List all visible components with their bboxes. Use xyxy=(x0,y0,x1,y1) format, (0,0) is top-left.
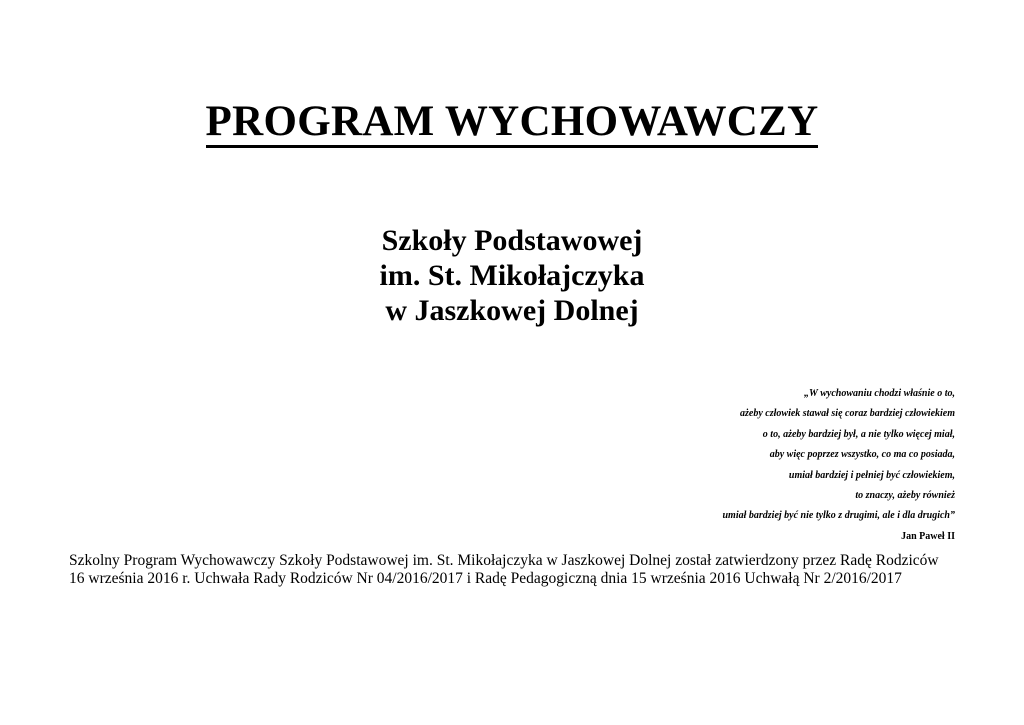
school-name-line: Szkoły Podstawowej xyxy=(381,224,643,257)
approval-statement: Szkolny Program Wychowawczy Szkoły Podstawowej im. St. Mikołajczyka w Jaszkowej Dolnej został zatwierdzony przez Radę Rodziców 16 września 2016 r. Uchwała Rady Rodziców Nr 04/2016/2017 i Radę Pedagogiczną dnia 15 września 2016 Uchwałą Nr 2/2016/2017 xyxy=(69,552,939,587)
quote-line: aby więc poprzez wszystko, co ma co posiada, xyxy=(769,449,955,461)
quote-line: to znaczy, ażeby również xyxy=(855,490,955,502)
epigraph-quote xyxy=(722,384,955,547)
page-title-text: PROGRAM WYCHOWAWCZY xyxy=(206,101,819,148)
school-name-block xyxy=(0,223,1024,328)
school-name-line: w Jaszkowej Dolnej xyxy=(385,294,639,327)
school-name-line: im. St. Mikołajczyka xyxy=(379,259,645,292)
quote-line: umiał bardziej i pełniej być człowiekiem, xyxy=(788,469,955,481)
quote-line: umiał bardziej być nie tylko z drugimi, ale i dla drugich” xyxy=(722,510,955,522)
page-title xyxy=(0,96,1024,148)
quote-author: Jan Paweł II xyxy=(901,530,955,542)
quote-line: ażeby człowiek stawał się coraz bardziej człowiekiem xyxy=(740,408,955,420)
quote-line: „W wychowaniu chodzi właśnie o to, xyxy=(804,388,955,399)
quote-line: o to, ażeby bardziej był, a nie tylko więcej miał, xyxy=(762,428,955,440)
